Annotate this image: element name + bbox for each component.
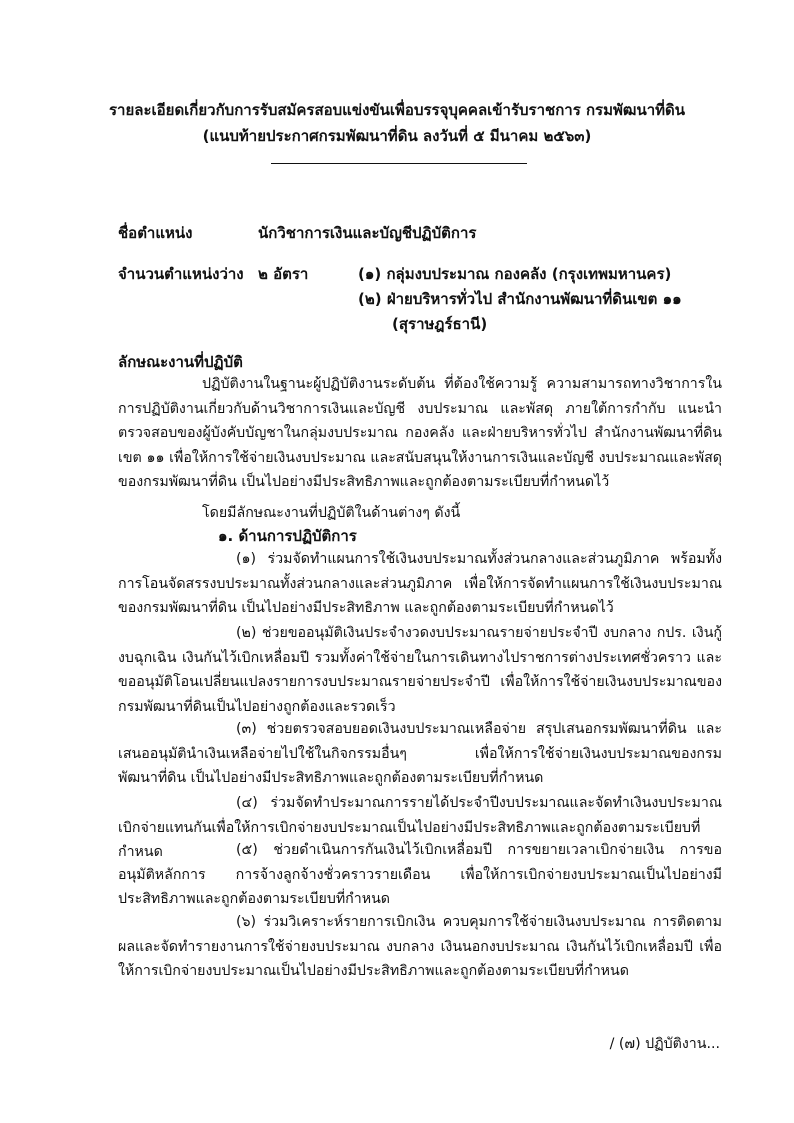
page-continuation: / (๗) ปฏิบัติงาน... [609, 1036, 720, 1052]
vacancy-label: จำนวนตำแหน่งว่าง [118, 265, 244, 283]
duty-item-2: (๒) ช่วยขออนุมัติเงินประจำงวดงบประมาณรายจ่ายประจำปี งบกลาง กปร. เงินกู้งบฉุกเฉิน เงินกันไว้เบิกเหลื่อมปี รวมทั้งค่าใช้จ่ายในการเดินทางไปราชการต่างประเทศชั่วคราว และขออนุมัติโอนเปลี่ยนแปลงรายการงบประมาณรายจ่ายประจำปี เพื่อให้การใช้จ่ายเงินงบประมาณของกรมพัฒนาที่ดินเป็นไปอย่างถูกต้องและรวดเร็ว [118, 625, 722, 715]
duties-lead: โดยมีลักษณะงานที่ปฏิบัติในด้านต่างๆ ดังนี้ [202, 505, 461, 521]
duty-item-3: (๓) ช่วยตรวจสอบยอดเงินงบประมาณเหลือจ่าย สรุปเสนอกรมพัฒนาที่ดิน และเสนออนุมัตินำเงินเหลือจ่ายไปใช้ในกิจกรรมอื่นๆ เพื่อให้การใช้จ่ายเงินงบประมาณของกรมพัฒนาที่ดิน เป็นไปอย่างมีประสิทธิภาพและถูกต้องตามระเบียบที่กำหนด [118, 721, 722, 786]
duty-item-6: (๖) ร่วมวิเคราะห์รายการเบิกเงิน ควบคุมการใช้จ่ายเงินงบประมาณ การติดตามผลและจัดทำรายงานการใช้จ่ายงบประมาณ งบกลาง เงินนอกงบประมาณ เงินกันไว้เบิกเหลื่อมปี เพื่อให้การเบิกจ่ายงบประมาณเป็นไปอย่างมีประสิทธิภาพและถูกต้องตามระเบียบที่กำหนด [118, 914, 722, 979]
document-title: รายละเอียดเกี่ยวกับการรับสมัครสอบแข่งขันเพื่อบรรจุบุคคลเข้ารับราชการ กรมพัฒนาที่ดิน [109, 101, 685, 119]
section-1-heading: ๑. ด้านการปฏิบัติการ [218, 527, 357, 545]
duties-heading: ลักษณะงานที่ปฏิบัติ [118, 353, 243, 371]
title-underline [271, 163, 527, 164]
vacancy-unit-2-province: (สุราษฎร์ธานี) [392, 315, 488, 333]
duties-intro: ปฏิบัติงานในฐานะผู้ปฏิบัติงานระดับต้น ที่ต้องใช้ความรู้ ความสามารถทางวิชาการในการปฏิบัติงานเกี่ยวกับด้านวิชาการเงินและบัญชี งบประมาณ และพัสดุ ภายใต้การกำกับ แนะนำ ตรวจสอบของผู้บังคับบัญชาในกลุ่มงบประมาณ กองคลัง และฝ่ายบริหารทั่วไป สำนักงานพัฒนาที่ดินเขต ๑๑ เพื่อให้การใช้จ่ายเงินงบประมาณ และสนับสนุนให้งานการเงินและบัญชี งบประมาณและพัสดุของกรมพัฒนาที่ดิน เป็นไปอย่างมีประสิทธิภาพและถูกต้องตามระเบียบที่กำหนดไว้ [118, 376, 722, 490]
vacancy-unit-2: (๒) ฝ่ายบริหารทั่วไป สำนักงานพัฒนาที่ดินเขต ๑๑ [358, 290, 682, 308]
vacancy-unit-1: (๑) กลุ่มงบประมาณ กองคลัง (กรุงเทพมหานคร) [358, 265, 672, 283]
duty-item-4: (๔) ร่วมจัดทำประมาณการรายได้ประจำปีงบประมาณและจัดทำเงินงบประมาณเบิกจ่ายแทนกันเพื่อให้การเบิกจ่ายงบประมาณเป็นไปอย่างมีประสิทธิภาพและถูกต้องตามระเบียบที่กำหนด [118, 795, 722, 860]
document-subtitle: (แนบท้ายประกาศกรมพัฒนาที่ดิน ลงวันที่ ๕ มีนาคม ๒๕๖๓) [202, 127, 592, 145]
duty-item-5: (๕) ช่วยดำเนินการกันเงินไว้เบิกเหลื่อมปี การขยายเวลาเบิกจ่ายเงิน การขออนุมัติหลักการ การจ้างลูกจ้างชั่วคราวรายเดือน เพื่อให้การเบิกจ่ายงบประมาณเป็นไปอย่างมีประสิทธิภาพและถูกต้องตามระเบียบที่กำหนด [118, 842, 722, 907]
position-name-label: ชื่อตำแหน่ง [118, 224, 193, 242]
position-name-value: นักวิชาการเงินและบัญชีปฏิบัติการ [258, 224, 477, 242]
duty-item-1: (๑) ร่วมจัดทำแผนการใช้เงินงบประมาณทั้งส่วนกลางและส่วนภูมิภาค พร้อมทั้งการโอนจัดสรรงบประมาณทั้งส่วนกลางและส่วนภูมิภาค เพื่อให้การจัดทำแผนการใช้เงินงบประมาณของกรมพัฒนาที่ดิน เป็นไปอย่างมีประสิทธิภาพ และถูกต้องตามระเบียบที่กำหนดไว้ [118, 551, 722, 616]
vacancy-count: ๒ อัตรา [258, 265, 309, 283]
